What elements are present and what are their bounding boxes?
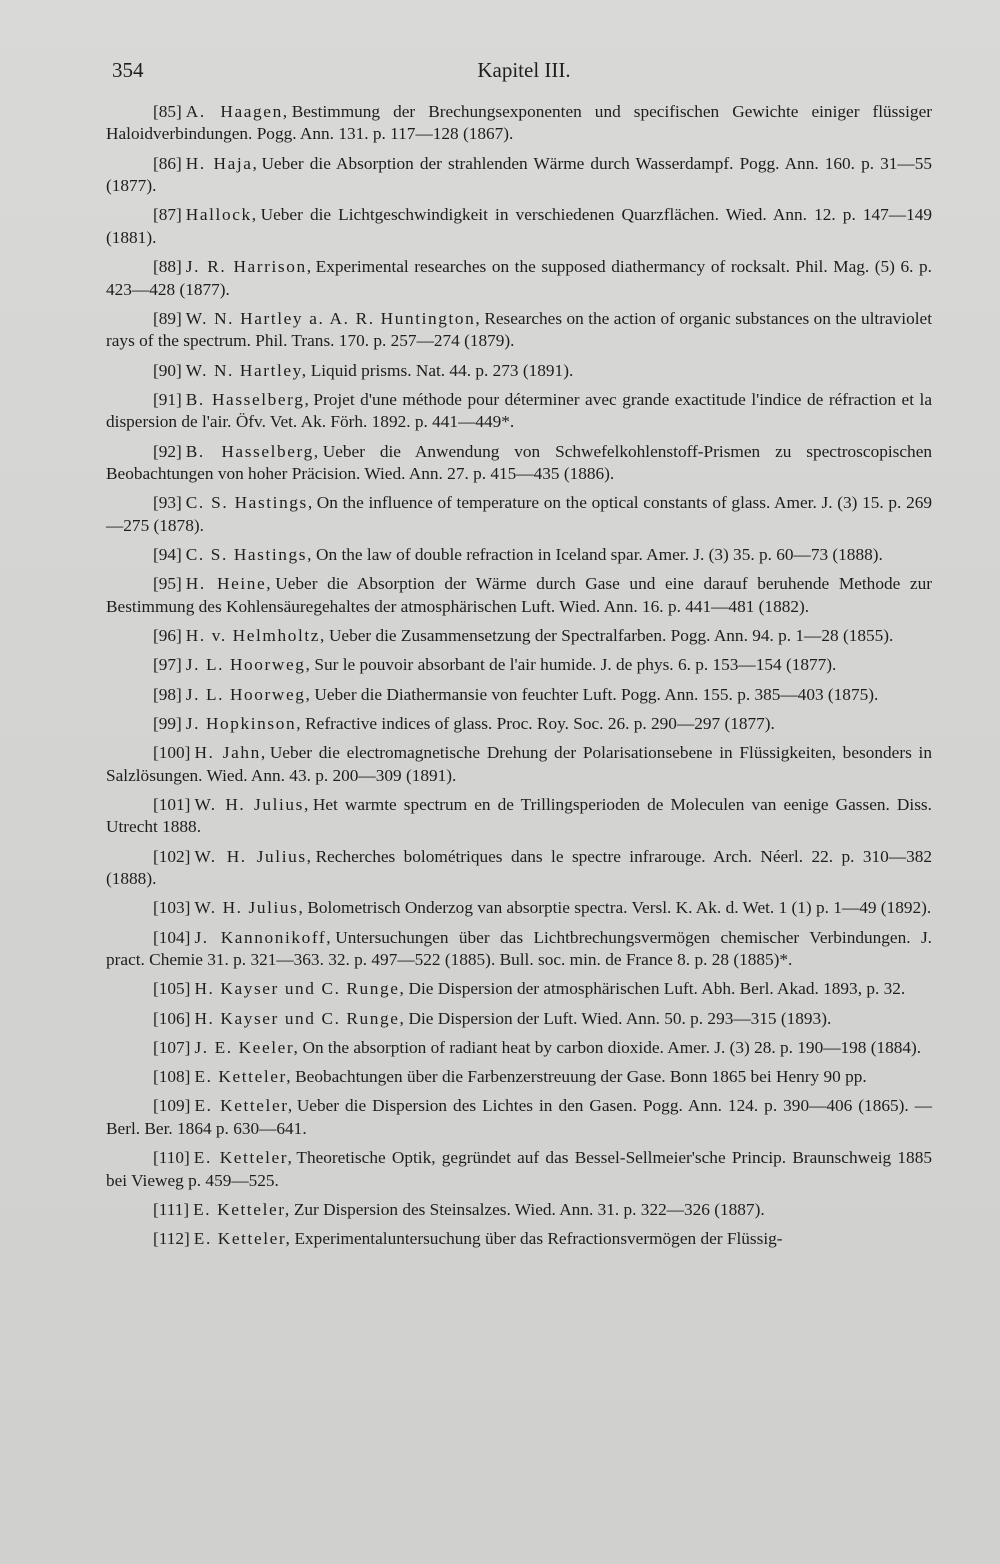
reference-author: A. Haagen, bbox=[185, 102, 289, 121]
page-number: 354 bbox=[112, 58, 144, 82]
reference-text: Ueber die Lichtgeschwindigkeit in verschiedenen Quarzflächen. Wied. Ann. 12. p. 147—149 (1881). bbox=[106, 205, 932, 247]
reference-number: [94] bbox=[153, 544, 182, 564]
reference-entry bbox=[106, 544, 932, 566]
reference-text: Bolometrisch Onderzog van absorptie spectra. Versl. K. Ak. d. Wet. 1 (1) p. 1—49 (1892). bbox=[307, 898, 932, 918]
reference-number: [97] bbox=[153, 655, 182, 675]
reference-text: Experimental researches on the supposed diathermancy of rocksalt. Phil. Mag. (5) 6. p. 423—428 (1877). bbox=[106, 257, 933, 299]
reference-author: H. Haja, bbox=[185, 153, 259, 173]
reference-text: On the influence of temperature on the optical constants of glass. Amer. J. (3) 15. p. 269—275 (1878). bbox=[106, 493, 932, 535]
reference-number: [108] bbox=[153, 1067, 191, 1087]
reference-number: [100] bbox=[153, 743, 191, 763]
reference-entry bbox=[106, 573, 932, 618]
reference-text: Ueber die Diathermansie von feuchter Luft. Pogg. Ann. 155. p. 385—403 (1875). bbox=[314, 684, 879, 704]
reference-entry bbox=[106, 492, 932, 537]
reference-number: [93] bbox=[153, 493, 182, 513]
reference-entry bbox=[106, 256, 932, 301]
reference-entry bbox=[106, 1228, 932, 1250]
reference-number: [103] bbox=[153, 898, 191, 918]
reference-entry bbox=[106, 654, 932, 676]
reference-number: [112] bbox=[153, 1229, 190, 1249]
reference-entry bbox=[106, 794, 932, 839]
reference-text: Ueber die Absorption der strahlenden Wärme durch Wasserdampf. Pogg. Ann. 160. p. 31—55 (1877). bbox=[106, 153, 932, 196]
reference-text: On the law of double refraction in Iceland spar. Amer. J. (3) 35. p. 60—73 (1888). bbox=[316, 544, 883, 564]
reference-author: C. S. Hastings, bbox=[185, 493, 314, 513]
reference-author: J. L. Hoorweg, bbox=[185, 684, 312, 704]
reference-entry bbox=[106, 153, 932, 198]
reference-text: Experimentaluntersuchung über das Refractionsvermögen der Flüssig- bbox=[294, 1229, 783, 1249]
reference-number: [86] bbox=[153, 153, 182, 173]
reference-author: W. N. Hartley a. A. R. Huntington, bbox=[185, 308, 482, 328]
reference-number: [95] bbox=[153, 574, 182, 594]
reference-number: [106] bbox=[153, 1008, 191, 1028]
reference-entry bbox=[106, 625, 932, 647]
reference-entry bbox=[106, 441, 932, 486]
reference-entry bbox=[106, 897, 932, 919]
reference-text: Bestimmung der Brechungsexponenten und specifischen Gewichte einiger flüssiger Haloidverbindungen. Pogg. Ann. 131. p. 117—128 (1867). bbox=[106, 102, 932, 144]
reference-entry bbox=[106, 684, 932, 706]
reference-author: H. Heine, bbox=[185, 574, 273, 594]
reference-number: [109] bbox=[153, 1096, 191, 1116]
reference-entry bbox=[106, 846, 932, 891]
reference-author: J. R. Harrison, bbox=[185, 257, 313, 277]
reference-text: Het warmte spectrum en de Trillingsperioden de Moleculen van eenige Gassen. Diss. Utrecht 1888. bbox=[106, 794, 932, 837]
reference-author: E. Ketteler, bbox=[193, 1199, 291, 1219]
reference-text: Ueber die Anwendung von Schwefelkohlenstoff-Prismen zu spectroscopischen Beobachtungen von hoher Präcision. Wied. Ann. 27. p. 415—435 (1886). bbox=[106, 441, 933, 483]
reference-text: Recherches bolométriques dans le spectre infrarouge. Arch. Néerl. 22. p. 310—382 (1888). bbox=[106, 846, 932, 888]
reference-text: Ueber die Zusammensetzung der Spectralfarben. Pogg. Ann. 94. p. 1—28 (1855). bbox=[328, 625, 894, 645]
reference-text: On the absorption of radiant heat by carbon dioxide. Amer. J. (3) 28. p. 190—198 (1884). bbox=[302, 1037, 922, 1057]
running-head bbox=[112, 58, 936, 88]
reference-entry bbox=[106, 1066, 932, 1088]
reference-author: W. H. Julius, bbox=[194, 846, 313, 866]
reference-number: [85] bbox=[153, 102, 182, 121]
reference-text: Ueber die electromagnetische Drehung der Polarisationsebene in Flüssigkeiten, besonders in Salzlösungen. Wied. Ann. 43. p. 200—309 (1891). bbox=[106, 743, 933, 785]
reference-author: E. Ketteler, bbox=[193, 1229, 292, 1249]
reference-entry bbox=[106, 1008, 932, 1030]
reference-entry bbox=[106, 1199, 932, 1221]
reference-text: Theoretische Optik, gegründet auf das Bessel-Sellmeier'sche Princip. Braunschweig 1885 bei Vieweg p. 459—525. bbox=[106, 1148, 932, 1190]
reference-number: [111] bbox=[153, 1199, 190, 1219]
reference-author: H. v. Helmholtz, bbox=[185, 625, 326, 645]
reference-text: Liquid prisms. Nat. 44. p. 273 (1891). bbox=[310, 360, 574, 380]
reference-author: J. Hopkinson, bbox=[185, 713, 303, 733]
reference-author: H. Kayser und C. Runge, bbox=[194, 979, 406, 999]
reference-entry bbox=[106, 389, 932, 434]
reference-author: E. Ketteler, bbox=[194, 1067, 293, 1087]
reference-number: [90] bbox=[153, 360, 182, 380]
reference-author: E. Ketteler, bbox=[193, 1148, 294, 1168]
reference-text: Refractive indices of glass. Proc. Roy. Soc. 26. p. 290—297 (1877). bbox=[305, 713, 775, 733]
reference-text: Sur le pouvoir absorbant de l'air humide. J. de phys. 6. p. 153—154 (1877). bbox=[314, 655, 837, 675]
reference-number: [99] bbox=[153, 713, 182, 733]
reference-entry bbox=[106, 1037, 932, 1059]
reference-author: B. Hasselberg, bbox=[185, 441, 320, 461]
reference-entry bbox=[106, 101, 932, 146]
reference-number: [91] bbox=[153, 389, 182, 409]
reference-number: [107] bbox=[153, 1037, 191, 1057]
reference-author: C. S. Hastings, bbox=[185, 544, 314, 564]
chapter-title: Kapitel III. bbox=[477, 58, 571, 82]
reference-author: W. H. Julius, bbox=[194, 794, 310, 814]
reference-number: [104] bbox=[153, 927, 191, 947]
reference-author: Hallock, bbox=[185, 205, 258, 225]
reference-entry bbox=[106, 360, 932, 382]
reference-entry bbox=[106, 978, 932, 1000]
reference-entry bbox=[106, 1147, 932, 1192]
reference-author: E. Ketteler, bbox=[194, 1096, 294, 1116]
reference-author: J. L. Hoorweg, bbox=[185, 655, 312, 675]
reference-number: [102] bbox=[153, 846, 191, 866]
reference-entry bbox=[106, 713, 932, 735]
reference-author: W. N. Hartley, bbox=[185, 360, 308, 380]
reference-text: Ueber die Dispersion des Lichtes in den Gasen. Pogg. Ann. 124. p. 390—406 (1865). — Berl. Ber. 1864 p. 630—641. bbox=[106, 1096, 932, 1138]
reference-number: [92] bbox=[153, 441, 182, 461]
reference-number: [101] bbox=[153, 794, 191, 814]
reference-list bbox=[106, 101, 932, 1257]
reference-number: [88] bbox=[153, 257, 182, 277]
reference-author: W. H. Julius, bbox=[194, 898, 305, 918]
reference-entry bbox=[106, 204, 932, 249]
reference-number: [98] bbox=[153, 684, 182, 704]
reference-number: [89] bbox=[153, 308, 182, 328]
reference-number: [96] bbox=[153, 625, 182, 645]
reference-author: J. Kannonikoff, bbox=[194, 927, 333, 947]
reference-entry bbox=[106, 1095, 932, 1140]
reference-text: Untersuchungen über das Lichtbrechungsvermögen chemischer Verbindungen. J. pract. Chemie 31. p. 321—363. 32. p. 497—522 (1885). Bull. soc. min. de France 8. p. 28 (1885)*. bbox=[106, 927, 932, 969]
reference-entry bbox=[106, 308, 932, 353]
reference-author: H. Jahn, bbox=[194, 743, 267, 763]
reference-number: [87] bbox=[153, 205, 182, 225]
reference-text: Beobachtungen über die Farbenzerstreuung der Gase. Bonn 1865 bei Henry 90 pp. bbox=[295, 1067, 867, 1087]
reference-author: B. Hasselberg, bbox=[185, 389, 311, 409]
reference-text: Die Dispersion der Luft. Wied. Ann. 50. p. 293—315 (1893). bbox=[408, 1008, 832, 1028]
reference-text: Researches on the action of organic substances on the ultraviolet rays of the spectrum. Phil. Trans. 170. p. 257—274 (1879). bbox=[106, 308, 932, 351]
reference-author: H. Kayser und C. Runge, bbox=[194, 1008, 406, 1028]
reference-author: J. E. Keeler, bbox=[194, 1037, 300, 1057]
reference-text: Zur Dispersion des Steinsalzes. Wied. Ann. 31. p. 322—326 (1887). bbox=[293, 1199, 765, 1219]
reference-text: Die Dispersion der atmosphärischen Luft. Abh. Berl. Akad. 1893, p. 32. bbox=[408, 979, 906, 999]
reference-entry bbox=[106, 927, 932, 972]
reference-entry bbox=[106, 742, 932, 787]
reference-text: Ueber die Absorption der Wärme durch Gase und eine darauf beruhende Methode zur Bestimmung des Kohlensäuregehaltes der atmosphärischen Luft. Wied. Ann. 16. p. 441—481 (1882). bbox=[106, 574, 932, 616]
reference-number: [105] bbox=[153, 979, 191, 999]
reference-text: Projet d'une méthode pour déterminer avec grande exactitude l'indice de réfraction et la dispersion de l'air. Öfv. Vet. Ak. Förh. 1892. p. 441—449*. bbox=[106, 389, 932, 432]
reference-number: [110] bbox=[153, 1148, 190, 1168]
